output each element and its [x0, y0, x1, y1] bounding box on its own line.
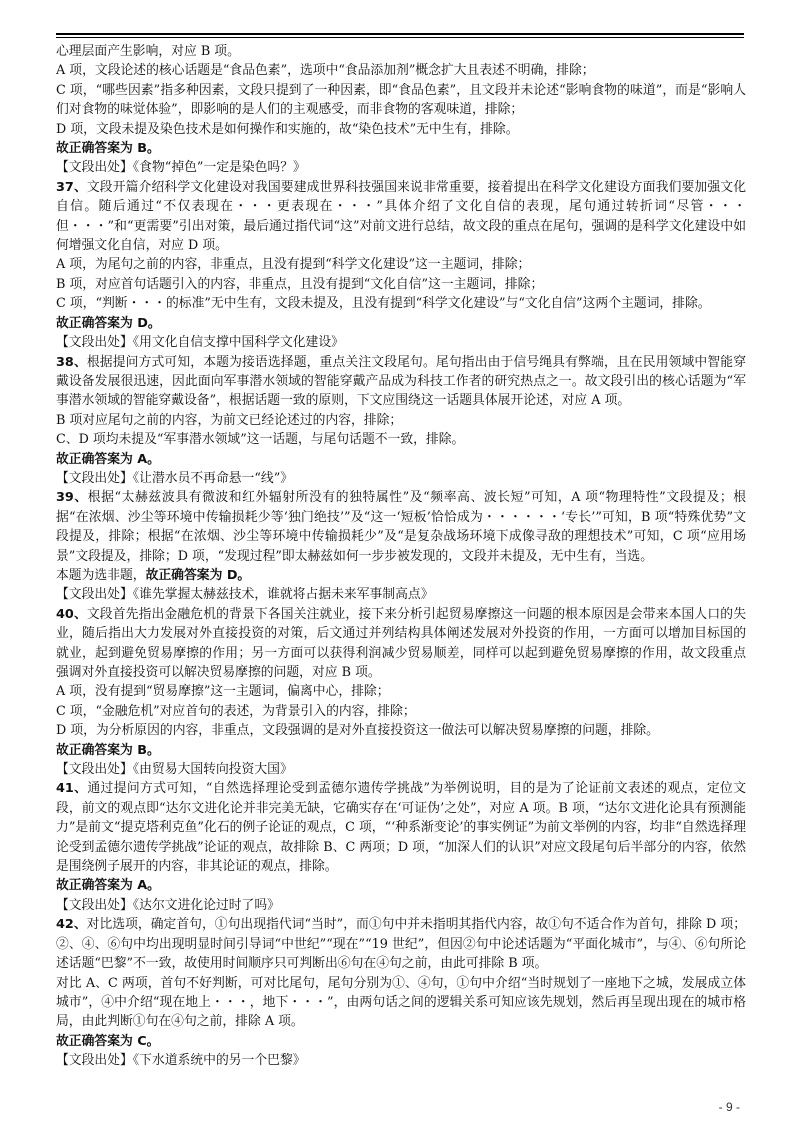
source-tag: 【文段出处】 — [56, 897, 133, 913]
source-title: 《让潜水员不再命悬一“线”》 — [132, 470, 294, 486]
question-number: 39、 — [56, 490, 88, 506]
answer-line: 故正确答案为 A。 — [56, 451, 160, 467]
source-line — [56, 158, 746, 177]
question-number: 40、 — [56, 606, 87, 622]
header-rule-thin — [56, 37, 744, 38]
text-line: C 项，“金融危机”对应首句的表述，为背景引入的内容，排除； — [56, 703, 416, 719]
answer-text: 故正确答案为 D。 — [145, 567, 251, 583]
text-line: A 项，文段论述的核心话题是“食品色素”，选项中“食品添加剂”概念扩大且表述不明确，排除； — [56, 63, 595, 79]
answer-line: 故正确答案为 C。 — [56, 1033, 160, 1049]
source-title: 《达尔文进化论过时了吗》 — [132, 897, 280, 913]
question-explanation — [56, 353, 746, 411]
header-rule — [56, 33, 744, 35]
text-line: C 项，“哪些因素”指多种因素，文段只提到了一种因素，即“食品色素”，且文段并未论述“影响食物的味道”，而是“影响人们对食物的味觉体验”，即影响的是人们的主观感受，而非食物的客观味道，排除； — [56, 82, 746, 118]
question-text: 文段首先指出金融危机的背景下各国关注就业，接下来分析引起贸易摩擦这一问题的根本原因是会带来本国人口的失业，随后指出大力发展对外直接投资的对策，后文通过并列结构具体阐述发展对外投资的作用，一方面可以增加目标国的就业，起到避免贸易摩擦的作用；另一方面可以获得利润减少贸易顺差，同样可以起到避免贸易摩擦的作用，故文段重点强调对外直接投资可以解决贸易摩擦的问题，对应 B 项。 — [56, 606, 747, 680]
source-line — [56, 1051, 746, 1070]
text-line: D 项，文段未提及染色技术是如何操作和实施的，故“染色技术”无中生有，排除。 — [56, 121, 519, 137]
source-line — [56, 333, 746, 352]
question-text: 根据提问方式可知，本题为接语选择题，重点关注文段尾句。尾句指出由于信号绳具有弊端，且在民用领域中智能穿戴设备发展很迅速，因此面向军事潜水领域的智能穿戴产品成为科技工作者的研究热点之一。故文段引出的核心话题为“军事潜水领域的智能穿戴设备”，根据话题一致的原则，下文应围绕这一话题具体展开论述，对应 A 项。 — [56, 354, 747, 409]
text-line: A 项，为尾句之前的内容，非重点，且没有提到“科学文化建设”这一主题词，排除； — [56, 257, 531, 273]
source-title: 《食物“掉色”一定是染色吗？》 — [132, 160, 306, 176]
question-explanation — [56, 605, 746, 683]
question-text: 通过提问方式可知，“自然选择理论受到孟德尔遗传学挑战”为举例说明，目的是为了论证前文表述的观点，定位文段，前文的观点即“达尔文进化论并非完美无缺，它确实存在‘可证伪’之处”，对应 A 项。B 项，“达尔文进化论具有预测能力”是前文“提克塔利克鱼”化石的例子论证的观点，C 项，“‘种系渐变论’的事实例证”为前文举例的内容，均非“自然选择理论受到孟德尔遗传学挑战”论证的观点，故排除 B、C 两项；D 项，“加深人们的认识”对应文段尾句后半部分的内容，依然是围绕例子展开的内容，非其论证的观点，排除。 — [56, 781, 747, 875]
question-explanation — [56, 915, 746, 973]
answer-line — [56, 566, 746, 585]
text-line: A 项，没有提到“贸易摩擦”这一主题词，偏离中心，排除； — [56, 684, 390, 700]
text-line: 对比 A、C 两项，首句不好判断，可对比尾句，尾句分别为①、④句，①句中介绍“当时规划了一座地下之城，发展成立体城市”，④中介绍“现在地上・・・，地下・・・”，由两句话之间的逻辑关系可知应该先规划，然后再呈现出现在的城市格局，由此判断①句在④句之前，排除 A 项。 — [56, 975, 746, 1030]
text-line: C、D 项均未提及“军事潜水领域”这一话题，与尾句话题不一致，排除。 — [56, 432, 465, 448]
source-line — [56, 760, 746, 779]
text-line: C 项，“判断・・・的标准”无中生有，文段未提及，且没有提到“科学文化建设”与“文化自信”这两个主题词，排除。 — [56, 296, 711, 312]
source-tag: 【文段出处】 — [56, 762, 133, 778]
question-text: 根据“太赫兹波具有微波和红外辐射所没有的独特属性”及“频率高、波长短”可知，A 项“物理特性”文段提及；根据“在浓烟、沙尘等环境中传输损耗少等‘独门绝技’”及“这一‘短板’恰恰成为・・・・・・‘专长’”可知，B 项“特殊优势”文段提及，排除；根据“在浓烟、沙尘等环境中传输损耗少”及“是复杂战场环境下成像寻敌的理想技术”可知，C 项“应用场景”文段提及，排除；D 项，“发现过程”即太赫兹如何一步步被发现的，文段并未提及，无中生有，当选。 — [56, 490, 747, 564]
source-tag: 【文段出处】 — [56, 335, 133, 351]
source-title: 《谁先掌握太赫兹技术，谁就将占据未来军事制高点》 — [132, 587, 434, 603]
source-tag: 【文段出处】 — [56, 160, 133, 176]
text-line: B 项，对应首句话题引入的内容，非重点，且没有提到“文化自信”这一主题词，排除； — [56, 276, 544, 292]
question-explanation — [56, 779, 746, 876]
source-tag: 【文段出处】 — [56, 587, 133, 603]
answer-line: 故正确答案为 D。 — [56, 315, 161, 331]
text-line: B 项对应尾句之前的内容，为前文已经论述过的内容，排除； — [56, 412, 403, 428]
source-title: 《由贸易大国转向投资大国》 — [132, 762, 293, 778]
answer-line: 故正确答案为 B。 — [56, 141, 160, 157]
question-number: 41、 — [56, 781, 88, 797]
source-line — [56, 469, 746, 488]
answer-line: 故正确答案为 A。 — [56, 878, 160, 894]
page-number: - 9 - — [718, 1100, 740, 1114]
source-title: 《用文化自信支撑中国科学文化建设》 — [132, 335, 344, 351]
question-number: 37、 — [56, 179, 87, 195]
text-line: D 项，为分析原因的内容，非重点，文段强调的是对外直接投资这一做法可以解决贸易摩擦的问题，排除。 — [56, 723, 659, 739]
question-number: 38、 — [56, 354, 87, 370]
question-text: 文段开篇介绍科学文化建设对我国要建成世界科技强国来说非常重要，接着提出在科学文化建设方面我们要加强文化自信。随后通过“不仅表现在・・・更表现在・・・”具体介绍了文化自信的表现，尾句通过转折词“尽管・・・但・・・”和“更需要”引出对策，最后通过指代词“这”对前文进行总结，故文段的重点在尾句，强调的是科学文化建设中如何增强文化自信，对应 D 项。 — [56, 179, 747, 254]
question-number: 42、 — [56, 917, 87, 933]
answer-line: 故正确答案为 B。 — [56, 742, 160, 758]
document-body — [56, 42, 746, 1071]
text-line: 心理层面产生影响，对应 B 项。 — [56, 44, 240, 59]
answer-prefix: 本题为选非题， — [56, 567, 146, 583]
source-tag: 【文段出处】 — [56, 470, 133, 486]
source-title: 《下水道系统中的另一个巴黎》 — [132, 1053, 306, 1069]
question-text: 对比选项，确定首句，①句出现指代词“当时”，而①句中并未指明其指代内容，故①句不适合作为首句，排除 D 项；②、④、⑥句中均出现明显时间引导词“中世纪”“现在”“19 世纪”，但因②句中论述话题为“平面化城市”，与④、⑥句所论述话题“巴黎”不一致，故使用时间顺序只可判断出⑥句在④句之前，由此可排除 B 项。 — [56, 917, 746, 972]
source-line — [56, 896, 746, 915]
source-tag: 【文段出处】 — [56, 1053, 133, 1069]
question-explanation — [56, 178, 746, 256]
question-explanation — [56, 488, 746, 566]
source-line — [56, 585, 746, 604]
